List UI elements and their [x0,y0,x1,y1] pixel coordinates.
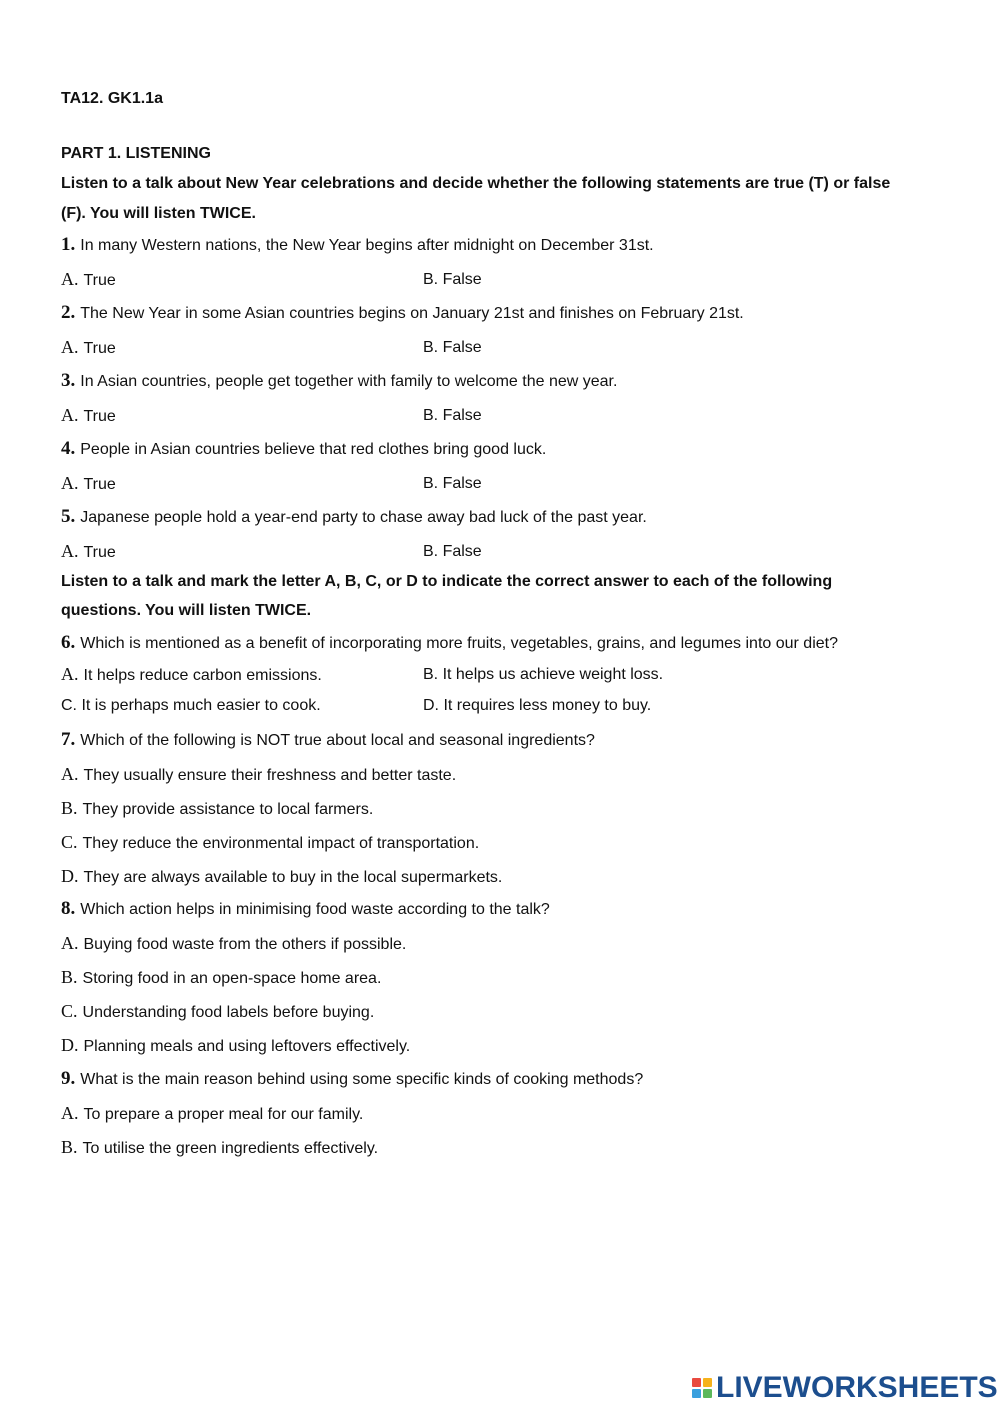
option-a[interactable] [61,541,116,562]
option-letter: A. [61,764,79,784]
logo-icon [692,1378,712,1398]
option-c[interactable] [61,832,479,853]
option-a[interactable] [61,337,116,358]
question-5 [61,506,647,528]
option-a[interactable] [61,764,456,785]
instruction-1-line-1: Listen to a talk about New Year celebrations and decide whether the following statements are true (T) or false [61,175,891,192]
option-letter: A. [61,473,79,493]
option-letter: A. [61,1103,79,1123]
option-a[interactable] [61,405,116,426]
option-text: It helps reduce carbon emissions. [83,667,322,684]
option-b[interactable]: B. False [423,339,482,356]
option-b[interactable]: B. It helps us achieve weight loss. [423,666,664,683]
option-text: True [83,272,116,289]
option-letter: B. [61,967,78,987]
option-a[interactable] [61,664,322,685]
option-text: Understanding food labels before buying. [82,1004,375,1021]
question-text: The New Year in some Asian countries begins on January 21st and finishes on February 21st. [80,305,744,322]
question-number: 9. [61,1068,76,1089]
logo-square [703,1389,712,1398]
instruction-2-line-1: Listen to a talk and mark the letter A, B, C, or D to indicate the correct answer to each of the following [61,573,833,590]
question-number: 6. [61,632,76,653]
option-letter: A. [61,405,79,425]
option-b[interactable]: B. False [423,407,482,424]
option-d[interactable] [61,1035,410,1056]
option-d[interactable]: D. It requires less money to buy. [423,697,652,714]
instruction-2-line-2: questions. You will listen TWICE. [61,602,312,619]
question-text: Which action helps in minimising food waste according to the talk? [80,901,550,918]
option-a[interactable] [61,473,116,494]
option-b[interactable] [61,798,373,819]
question-1 [61,234,654,256]
question-number: 7. [61,729,76,750]
option-b[interactable]: B. False [423,271,482,288]
part-title: PART 1. LISTENING [61,145,211,162]
question-4 [61,438,546,460]
option-text: Buying food waste from the others if possible. [83,936,407,953]
option-text: True [83,544,116,561]
option-text: They are always available to buy in the local supermarkets. [83,869,503,886]
question-number: 8. [61,898,76,919]
question-8 [61,898,550,920]
option-letter: A. [61,933,79,953]
logo-square [692,1389,701,1398]
liveworksheets-logo [692,1371,998,1405]
option-a[interactable] [61,269,116,290]
option-text: To prepare a proper meal for our family. [83,1106,364,1123]
option-c[interactable]: C. It is perhaps much easier to cook. [61,697,321,714]
option-letter: A. [61,269,79,289]
option-text: They reduce the environmental impact of transportation. [82,835,480,852]
document-code: TA12. GK1.1a [61,90,163,107]
question-9 [61,1068,643,1090]
question-3 [61,370,617,392]
option-letter: B. [61,1137,78,1157]
option-letter: C. [61,1001,78,1021]
option-b[interactable] [61,1137,378,1158]
question-text: Japanese people hold a year-end party to chase away bad luck of the past year. [80,509,647,526]
option-text: They provide assistance to local farmers. [82,801,374,818]
question-text: What is the main reason behind using some specific kinds of cooking methods? [80,1071,644,1088]
logo-square [703,1378,712,1387]
question-7 [61,729,595,751]
option-c[interactable] [61,1001,374,1022]
option-a[interactable] [61,1103,363,1124]
question-6 [61,632,838,654]
question-2 [61,302,744,324]
option-letter: A. [61,337,79,357]
question-number: 4. [61,438,76,459]
question-number: 3. [61,370,76,391]
question-text: In many Western nations, the New Year begins after midnight on December 31st. [80,237,654,254]
question-text: Which is mentioned as a benefit of incorporating more fruits, vegetables, grains, and legumes into our diet? [80,635,838,652]
option-letter: A. [61,664,79,684]
option-b[interactable]: B. False [423,475,482,492]
option-d[interactable] [61,866,502,887]
option-text: True [83,340,116,357]
option-text: True [83,408,116,425]
option-a[interactable] [61,933,406,954]
option-b[interactable]: B. False [423,543,482,560]
question-text: In Asian countries, people get together with family to welcome the new year. [80,373,618,390]
question-number: 1. [61,234,76,255]
option-letter: B. [61,798,78,818]
logo-text: LIVEWORKSHEETS [716,1371,998,1404]
option-letter: C. [61,832,78,852]
logo-square [692,1378,701,1387]
option-text: They usually ensure their freshness and better taste. [83,767,457,784]
question-number: 5. [61,506,76,527]
option-letter: D. [61,866,79,886]
option-text: Planning meals and using leftovers effectively. [83,1038,411,1055]
option-text: True [83,476,116,493]
option-letter: D. [61,1035,79,1055]
option-letter: A. [61,541,79,561]
question-text: People in Asian countries believe that red clothes bring good luck. [80,441,547,458]
instruction-1-line-2: (F). You will listen TWICE. [61,205,256,222]
option-b[interactable] [61,967,381,988]
option-text: To utilise the green ingredients effectively. [82,1140,379,1157]
question-number: 2. [61,302,76,323]
option-text: Storing food in an open-space home area. [82,970,382,987]
question-text: Which of the following is NOT true about local and seasonal ingredients? [80,732,595,749]
